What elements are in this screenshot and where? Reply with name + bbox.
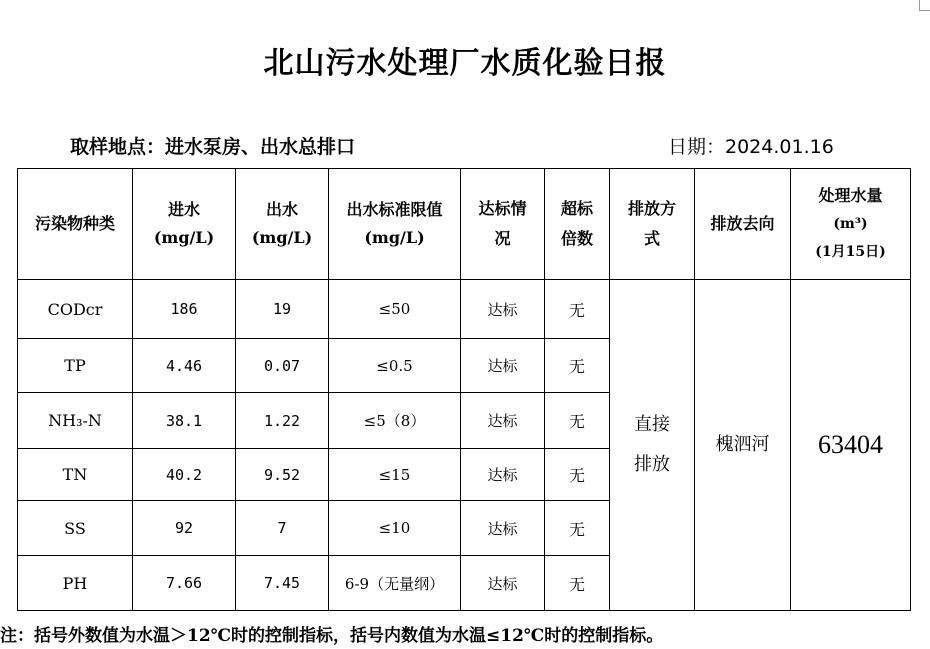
header-volume: [791, 169, 911, 280]
inflow-value: 40.2: [133, 449, 236, 501]
discharge-method-line1: 直接: [634, 414, 670, 435]
header-row: [18, 169, 911, 280]
discharge-method: [610, 280, 695, 611]
header-exceed: 超标倍数: [545, 169, 610, 280]
footnote: 注：括号外数值为水温＞12℃时的控制指标，括号内数值为水温≤12℃时的控制指标。: [0, 626, 664, 646]
exceed-value: 无: [545, 449, 610, 501]
treated-volume: 63404: [791, 280, 911, 611]
header-volume-date: (1月15日): [815, 244, 886, 260]
outflow-value: 19: [236, 280, 329, 339]
report-title: 北山污水处理厂水质化验日报: [263, 46, 667, 81]
table-row: [18, 280, 911, 339]
inflow-value: 7.66: [133, 556, 236, 611]
inflow-value: 38.1: [133, 393, 236, 449]
status-value: 达标: [461, 501, 545, 556]
header-inflow-label: 进水: [167, 200, 200, 219]
header-limit-unit: (mg/L): [364, 228, 425, 247]
status-value: 达标: [461, 449, 545, 501]
pollutant-name: TN: [18, 449, 133, 501]
corner-mark: [919, 0, 930, 11]
header-outflow-label: 出水: [265, 200, 298, 219]
exceed-value: 无: [545, 556, 610, 611]
header-method: 排放方式: [610, 169, 695, 280]
header-outflow-unit: (mg/L): [251, 228, 313, 247]
inflow-value: 186: [133, 280, 236, 339]
header-pollutant: 污染物种类: [18, 169, 133, 280]
exceed-value: 无: [545, 339, 610, 393]
header-volume-unit: (m³): [833, 216, 868, 232]
status-value: 达标: [461, 556, 545, 611]
header-limit: [329, 169, 461, 280]
status-value: 达标: [461, 280, 545, 339]
pollutant-name: CODcr: [18, 280, 133, 339]
outflow-value: 7: [236, 501, 329, 556]
limit-value: ≤0.5: [329, 339, 461, 393]
sampling-location: 取样地点：进水泵房、出水总排口: [70, 136, 356, 158]
limit-value: ≤15: [329, 449, 461, 501]
outflow-value: 0.07: [236, 339, 329, 393]
status-value: 达标: [461, 393, 545, 449]
exceed-value: 无: [545, 501, 610, 556]
outflow-value: 7.45: [236, 556, 329, 611]
status-value: 达标: [461, 339, 545, 393]
header-limit-label: 出水标准限值: [346, 200, 443, 219]
header-status: 达标情况: [461, 169, 545, 280]
inflow-value: 92: [133, 501, 236, 556]
header-inflow: [133, 169, 236, 280]
limit-value: ≤5（8）: [329, 393, 461, 449]
outflow-value: 9.52: [236, 449, 329, 501]
outflow-value: 1.22: [236, 393, 329, 449]
pollutant-name: TP: [18, 339, 133, 393]
exceed-value: 无: [545, 393, 610, 449]
pollutant-name: PH: [18, 556, 133, 611]
discharge-method-line2: 排放: [634, 454, 670, 475]
report-date: 日期：2024.01.16: [668, 136, 834, 158]
exceed-value: 无: [545, 280, 610, 339]
pollutant-name: SS: [18, 501, 133, 556]
limit-value: ≤50: [329, 280, 461, 339]
inflow-value: 4.46: [133, 339, 236, 393]
header-outflow: [236, 169, 329, 280]
header-inflow-unit: (mg/L): [153, 228, 215, 247]
discharge-destination: 槐泗河: [695, 280, 791, 611]
header-destination: 排放去向: [695, 169, 791, 280]
water-quality-table: [17, 168, 911, 611]
pollutant-name: NH₃-N: [18, 393, 133, 449]
limit-value: 6-9（无量纲）: [329, 556, 461, 611]
header-volume-label: 处理水量: [818, 186, 883, 205]
limit-value: ≤10: [329, 501, 461, 556]
